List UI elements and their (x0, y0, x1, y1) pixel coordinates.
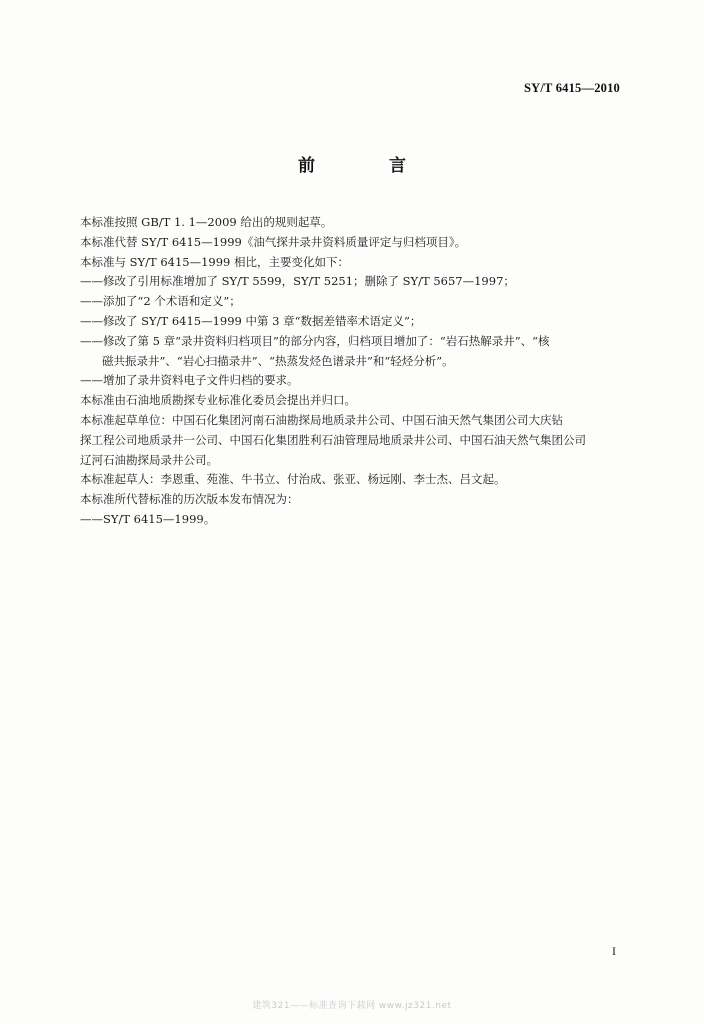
previous-version-item: ——SY/T 6415—1999。 (80, 511, 216, 526)
paragraph-replaces: 本标准代替 SY/T 6415—1999《油气探井录井资料质量评定与归档项目》。 (80, 234, 467, 249)
change-item: ——修改了引用标准增加了 SY/T 5599，SY/T 5251；删除了 SY/T 5657—1997； (80, 274, 515, 289)
change-item-continuation: 磁共振录井”、“岩心扫描录井”、“热蒸发烃色谱录井”和“轻烃分析”。 (102, 353, 454, 368)
paragraph-drafting-units-cont: 探工程公司地质录井一公司、中国石化集团胜利石油管理局地质录井公司、中国石油天然气集团公司 (80, 432, 586, 447)
paragraph-changes-intro: 本标准与 SY/T 6415—1999 相比，主要变化如下： (80, 254, 350, 269)
paragraph-previous-versions: 本标准所代替标准的历次版本发布情况为： (80, 492, 299, 507)
change-item: ——修改了第 5 章“录井资料归档项目”的部分内容，归档项目增加了：“岩石热解录井”、“核 (80, 333, 550, 348)
foreword-body (80, 213, 628, 530)
change-item: ——添加了“2 个术语和定义”； (80, 294, 241, 309)
document-code: SY/T 6415—2010 (524, 81, 620, 95)
paragraph-drafting-units-cont: 辽河石油勘探局录井公司。 (80, 452, 218, 467)
paragraph-drafting-rules: 本标准按照 GB/T 1. 1—2009 给出的规则起草。 (80, 215, 333, 229)
change-item: ——增加了录井资料电子文件归档的要求。 (80, 373, 299, 388)
page-number: I (612, 944, 616, 958)
change-item: ——修改了 SY/T 6415—1999 中第 3 章“数据差错率术语定义”； (80, 313, 422, 328)
page-title: 前 言 (298, 156, 440, 176)
paragraph-drafters: 本标准起草人：李恩重、苑淮、牛书立、付治成、张亚、杨远刚、李士杰、吕文起。 (80, 472, 506, 487)
paragraph-proposed-by: 本标准由石油地质勘探专业标准化委员会提出并归口。 (80, 393, 356, 408)
watermark-text: 建筑321——标准查询下载网 www.jz321.net (252, 1001, 452, 1011)
paragraph-drafting-units: 本标准起草单位：中国石化集团河南石油勘探局地质录井公司、中国石油天然气集团公司大庆钻 (80, 412, 563, 427)
